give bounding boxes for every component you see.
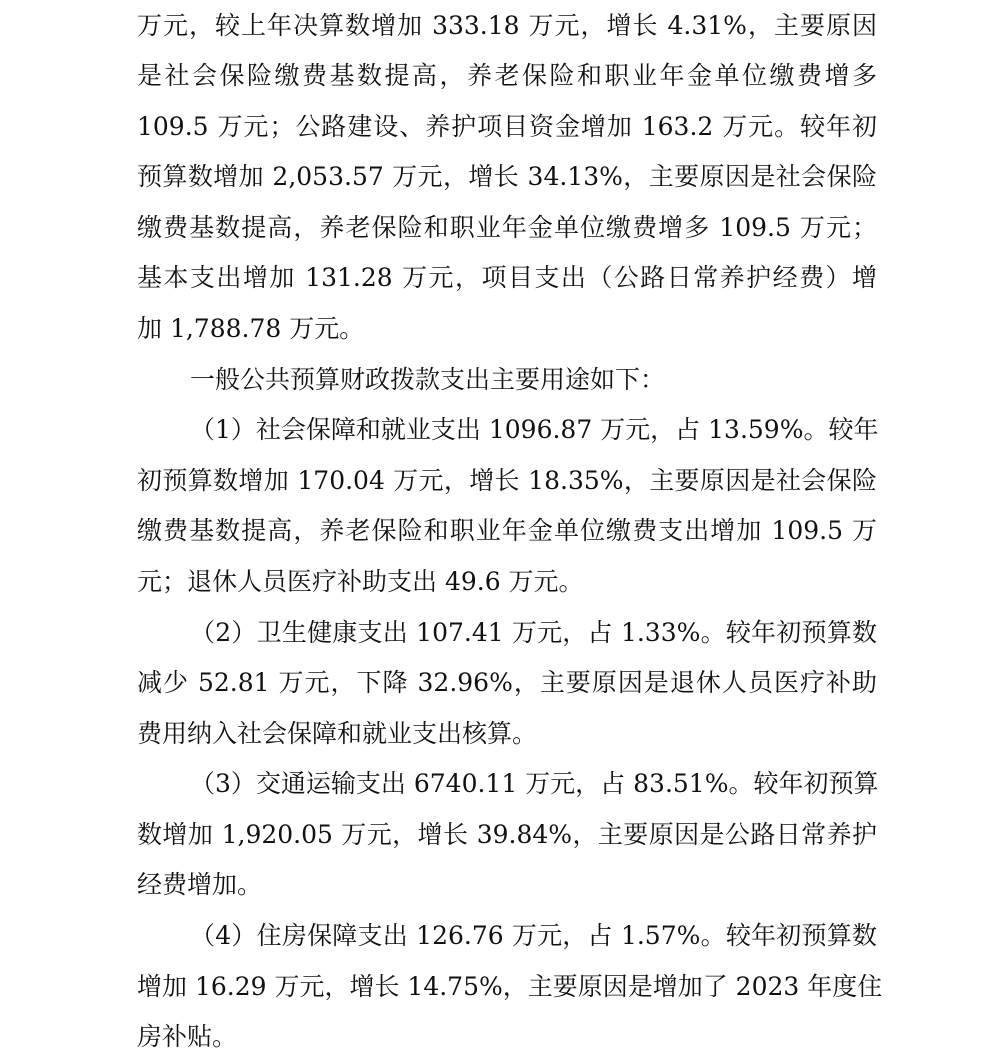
text-line: 减少 52.81 万元，下降 32.96%，主要原因是退休人员医疗补助 <box>137 668 877 697</box>
paragraph-first-line: （3）交通运输支出 6740.11 万元，占 83.51%。较年初预算 <box>190 769 879 798</box>
text-line: 增加 16.29 万元，增长 14.75%，主要原因是增加了 2023 年度住 <box>137 972 883 1001</box>
text-line: 预算数增加 2,053.57 万元，增长 34.13%，主要原因是社会保险 <box>137 162 877 191</box>
text-line: 经费增加。 <box>137 870 263 899</box>
paragraph-first-line: 一般公共预算财政拨款支出主要用途如下： <box>190 365 666 394</box>
paragraph-first-line: （2）卫生健康支出 107.41 万元，占 1.33%。较年初预算数 <box>190 618 877 647</box>
text-line: 万元，较上年决算数增加 333.18 万元，增长 4.31%，主要原因 <box>137 11 877 40</box>
text-line: 缴费基数提高，养老保险和职业年金单位缴费支出增加 109.5 万 <box>137 516 877 545</box>
text-line: 缴费基数提高，养老保险和职业年金单位缴费增多 109.5 万元； <box>137 213 877 242</box>
paragraph-first-line: （1）社会保障和就业支出 1096.87 万元，占 13.59%。较年 <box>190 415 879 444</box>
text-line: 数增加 1,920.05 万元，增长 39.84%，主要原因是公路日常养护 <box>137 820 877 849</box>
text-line: 基本支出增加 131.28 万元，项目支出（公路日常养护经费）增 <box>137 263 877 292</box>
text-line: 加 1,788.78 万元。 <box>137 314 365 343</box>
text-line: 元；退休人员医疗补助支出 49.6 万元。 <box>137 567 584 596</box>
text-line: 费用纳入社会保障和就业支出核算。 <box>137 719 538 748</box>
text-line: 房补贴。 <box>137 1022 238 1051</box>
paragraph-first-line: （4）住房保障支出 126.76 万元，占 1.57%。较年初预算数 <box>190 921 877 950</box>
text-line: 初预算数增加 170.04 万元，增长 18.35%，主要原因是社会保险 <box>137 466 877 495</box>
text-line: 109.5 万元；公路建设、养护项目资金增加 163.2 万元。较年初 <box>137 112 877 141</box>
text-line: 是社会保险缴费基数提高，养老保险和职业年金单位缴费增多 <box>137 61 877 90</box>
